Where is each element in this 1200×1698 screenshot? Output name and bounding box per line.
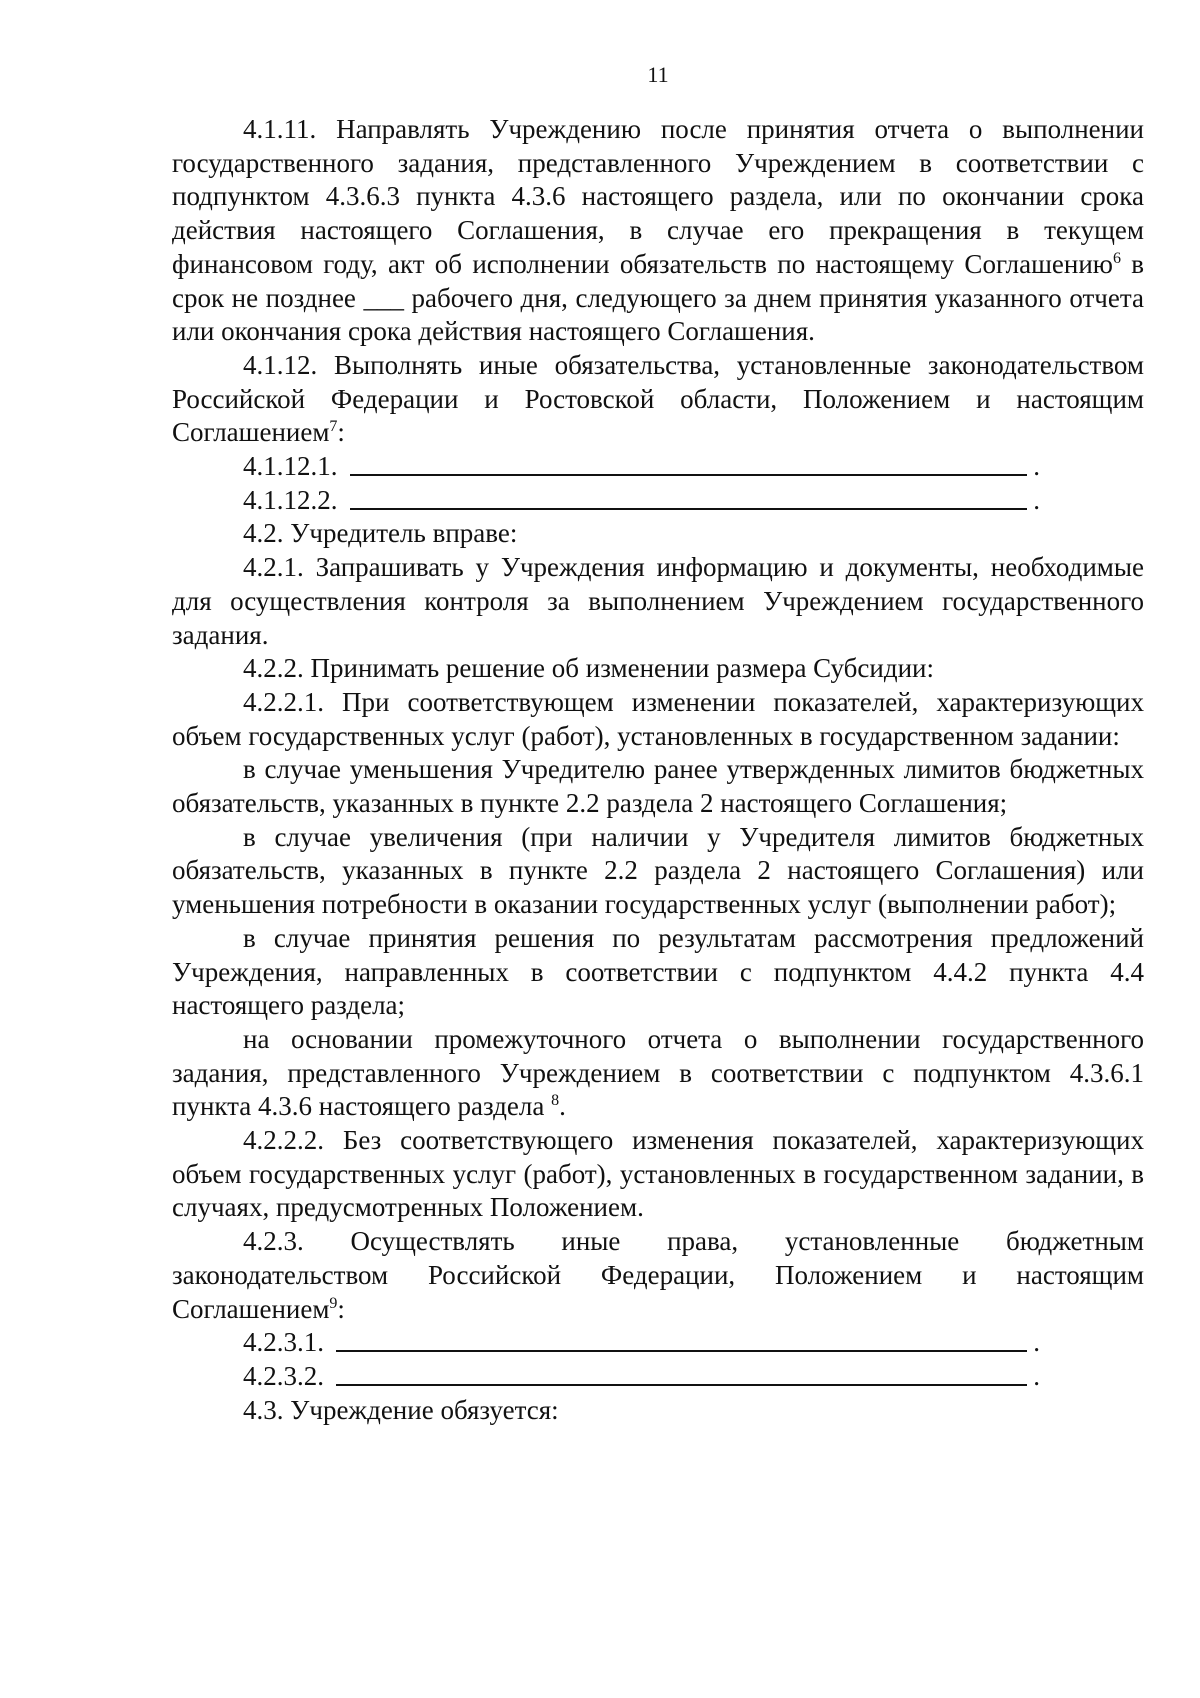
- paragraph-case-2: в случае увеличения (при наличии у Учредителя лимитов бюджетных обязательств, указанных в пункте 2.2 раздела 2 настоящего Соглашения) или уменьшения потребности в оказании государственных услуг (выполнении работ);: [172, 821, 1144, 920]
- paragraph-4-2-2-1: 4.2.2.1. При соответствующем изменении показателей, характеризующих объем государственных услуг (работ), установленных в государственном задании:: [172, 686, 1144, 751]
- paragraph-4-2-3: [172, 1225, 1144, 1326]
- blank-row-4-2-3-2: [172, 1360, 1144, 1394]
- paragraph-4-1-12: [172, 349, 1144, 450]
- footnote-mark: 8: [551, 1092, 560, 1110]
- blank-line: [350, 484, 1028, 510]
- paragraph-text: на основании промежуточного отчета о выполнении государственного задания, представленного Учреждением в соответствии с подпунктом 4.3.6.1 пункта 4.3.6 настоящего раздела: [172, 1023, 1144, 1122]
- paragraph-4-2-1: 4.2.1. Запрашивать у Учреждения информацию и документы, необходимые для осуществления контроля за выполнением Учреждением государственного задания.: [172, 552, 1144, 650]
- blank-row-end: .: [1033, 1360, 1040, 1391]
- paragraph-text: 4.1.12. Выполнять иные обязательства, установленные законодательством Российской Федерации и Ростовской области, Положением и настоящим Соглашением: [172, 349, 1144, 448]
- blank-row-end: .: [1033, 484, 1040, 515]
- blank-row-label: 4.2.3.1.: [243, 1327, 324, 1358]
- paragraph-4-2-2-2: 4.2.2.2. Без соответствующего изменения показателей, характеризующих объем государственных услуг (работ), установленных в государственном задании, в случаях, предусмотренных Положением.: [172, 1125, 1144, 1223]
- paragraph-text: :: [337, 1293, 345, 1324]
- footnote-mark: 9: [329, 1294, 338, 1312]
- paragraph-text: .: [559, 1091, 566, 1122]
- paragraph-text: 4.1.11. Направлять Учреждению после принятия отчета о выполнении государственного задания, представленного Учреждением в соответствии с подпунктом 4.3.6.3 пункта 4.3.6 настоящего раздела, или по окончании срока действия настоящего Соглашения, в случае его прекращения в текущем финансовом году, акт об исполнении обязательств по настоящему Соглашению: [172, 114, 1144, 279]
- blank-row-4-1-12-1: [172, 450, 1144, 484]
- blank-line: [336, 1326, 1027, 1352]
- blank-row-label: 4.1.12.2.: [243, 484, 338, 515]
- document-body: [172, 113, 1144, 1427]
- footnote-mark: 7: [329, 418, 338, 436]
- blank-row-4-1-12-2: [172, 484, 1144, 518]
- blank-line: [336, 1360, 1027, 1386]
- blank-row-end: .: [1033, 1327, 1040, 1358]
- paragraph-4-2-2: 4.2.2. Принимать решение об изменении размера Субсидии:: [243, 653, 934, 684]
- blank-row-label: 4.1.12.1.: [243, 451, 338, 482]
- paragraph-text: :: [337, 417, 345, 448]
- paragraph-4-3: 4.3. Учреждение обязуется:: [243, 1394, 559, 1425]
- blank-row-end: .: [1033, 451, 1040, 482]
- paragraph-text: 4.2.3. Осуществлять иные права, установленные бюджетным законодательством Российской Федерации, Положением и настоящим Соглашением: [172, 1226, 1144, 1324]
- paragraph-text: рабочего дня, следующего за днем принятия указанного отчета или окончания срока действия настоящего Соглашения.: [172, 282, 1144, 347]
- paragraph-case-4: [172, 1023, 1144, 1124]
- blank-line: [350, 450, 1028, 476]
- paragraph-case-1: в случае уменьшения Учредителю ранее утвержденных лимитов бюджетных обязательств, указанных в пункте 2.2 раздела 2 настоящего Соглашения;: [172, 754, 1144, 819]
- blank-field: ___: [363, 282, 404, 313]
- footnote-mark: 6: [1112, 249, 1121, 267]
- blank-row-4-2-3-1: [172, 1326, 1144, 1360]
- paragraph-4-2: 4.2. Учредитель вправе:: [243, 518, 518, 549]
- paragraph-4-1-11: [172, 113, 1144, 349]
- paragraph-text: в срок не позднее: [172, 248, 1145, 313]
- blank-row-label: 4.2.3.2.: [243, 1360, 324, 1391]
- page-number: 11: [647, 62, 669, 87]
- paragraph-case-3: в случае принятия решения по результатам рассмотрения предложений Учреждения, направленных в соответствии с подпунктом 4.4.2 пункта 4.4 настоящего раздела;: [172, 922, 1144, 1021]
